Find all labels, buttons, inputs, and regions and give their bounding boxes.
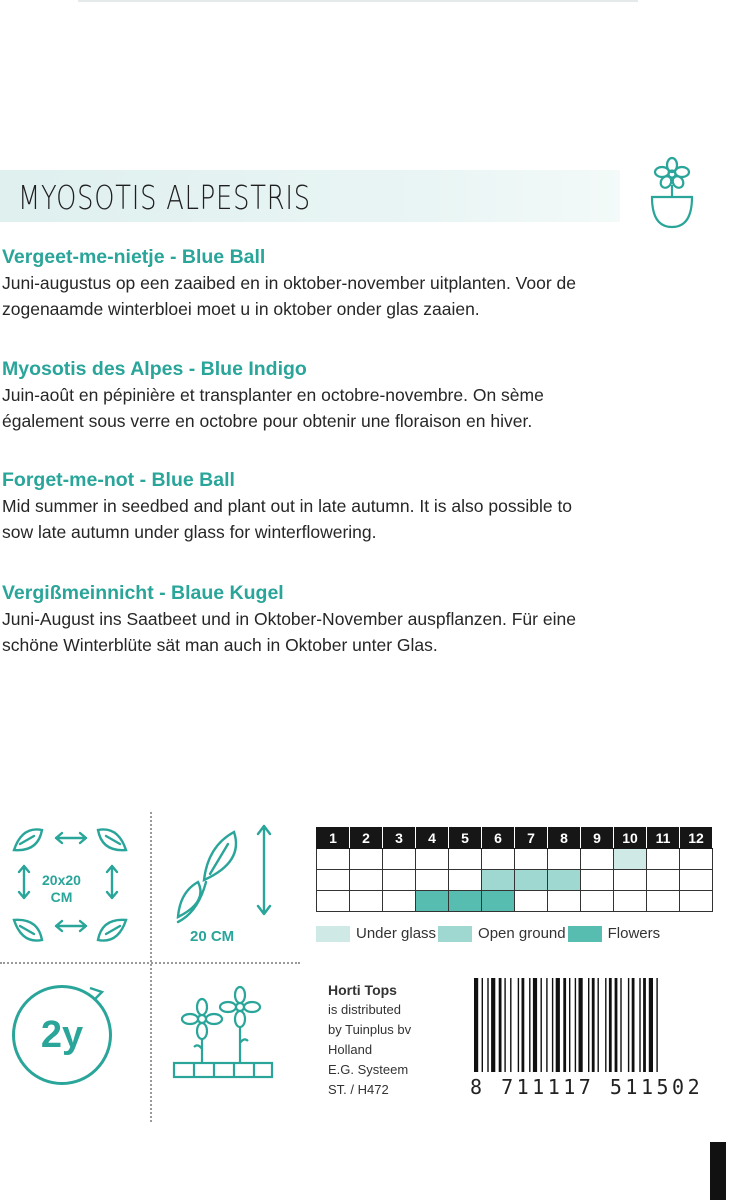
section-heading: Vergeet-me-nietje - Blue Ball	[2, 246, 266, 268]
distributor-line: E.G. Systeem	[328, 1062, 409, 1077]
distributor-info	[328, 980, 411, 1100]
legend-under-glass: Under glass	[316, 925, 436, 942]
barcode-number: 8 711117 511502	[470, 1075, 704, 1099]
spacing-label	[42, 872, 81, 906]
distributor-line: is distributed	[328, 1002, 401, 1017]
barcode-bar	[504, 978, 505, 1072]
section-text	[0, 382, 729, 434]
section-text	[0, 606, 729, 658]
barcode-bar	[643, 978, 646, 1072]
calendar-cell	[614, 849, 647, 870]
text-line: zogenaamde winterbloei moet u in oktober onder glas zaaien.	[2, 299, 480, 319]
calendar-row-flowers	[317, 891, 713, 912]
legend-swatch	[316, 926, 350, 942]
calendar-cell	[317, 891, 350, 912]
barcode-bar	[491, 978, 495, 1072]
barcode-bar	[579, 978, 583, 1072]
calendar-cell	[614, 891, 647, 912]
barcode-bar	[628, 978, 629, 1072]
page-title: MYOSOTIS ALPESTRIS	[18, 178, 311, 217]
barcode-bar	[609, 978, 612, 1072]
edge-mark	[710, 1142, 726, 1200]
section-heading: Myosotis des Alpes - Blue Indigo	[2, 358, 307, 380]
barcode-bar	[639, 978, 640, 1072]
calendar-cell	[383, 891, 416, 912]
barcode-bar	[499, 978, 502, 1072]
calendar-cell	[647, 870, 680, 891]
text-line: schöne Winterblüte sät man auch in Oktober unter Glas.	[2, 635, 438, 655]
month-2: 2	[350, 828, 383, 849]
month-6: 6	[482, 828, 515, 849]
barcode-bar	[563, 978, 566, 1072]
calendar-cell	[383, 849, 416, 870]
arrow-icon	[60, 978, 110, 1008]
calendar-cell	[317, 849, 350, 870]
barcode-bar	[588, 978, 589, 1072]
barcode-bar	[533, 978, 537, 1072]
calendar-cell	[680, 849, 713, 870]
calendar-legend	[316, 925, 662, 942]
barcode-bar	[575, 978, 576, 1072]
calendar-cell	[515, 870, 548, 891]
barcode-bar	[649, 978, 653, 1072]
text-line: Juni-August ins Saatbeet und in Oktober-November auspflanzen. Für eine	[2, 609, 576, 629]
calendar-cell	[350, 870, 383, 891]
calendar-cell	[548, 870, 581, 891]
section-dutch	[0, 244, 729, 322]
month-7: 7	[515, 828, 548, 849]
text-line: également sous verre en octobre pour obtenir une floraison en hiver.	[2, 411, 533, 431]
barcode-bar	[518, 978, 519, 1072]
plant-height-icon	[168, 822, 288, 932]
section-english	[0, 467, 729, 545]
legend-swatch	[438, 926, 472, 942]
calendar-cell	[614, 870, 647, 891]
legend-flowers: Flowers	[568, 925, 661, 942]
section-text	[0, 270, 729, 322]
text-line: Juni-augustus op een zaaibed en in oktober-november uitplanten. Voor de	[2, 273, 577, 293]
barcode-bar	[656, 978, 657, 1072]
barcode-bar	[620, 978, 621, 1072]
month-8: 8	[548, 828, 581, 849]
text-line: Juin-août en pépinière et transplanter en octobre-novembre. On sème	[2, 385, 544, 405]
barcode-bar	[569, 978, 570, 1072]
month-1: 1	[317, 828, 350, 849]
month-3: 3	[383, 828, 416, 849]
title-band	[0, 170, 620, 222]
years-value: 2y	[40, 1013, 84, 1056]
barcode-bar	[552, 978, 553, 1072]
barcode-bar	[487, 978, 488, 1072]
brand-name: Horti Tops	[328, 982, 397, 998]
barcode-bar	[546, 978, 547, 1072]
text-line: sow late autumn under glass for winterflowering.	[2, 522, 377, 542]
barcode-bar	[522, 978, 525, 1072]
section-heading: Vergißmeinnicht - Blaue Kugel	[2, 582, 284, 604]
calendar-cell	[350, 849, 383, 870]
barcode-bar	[605, 978, 606, 1072]
barcode-bar	[474, 978, 478, 1072]
distributor-line: ST. / H472	[328, 1082, 389, 1097]
calendar-cell	[416, 891, 449, 912]
barcode-bar	[556, 978, 560, 1072]
barcode-bar	[632, 978, 635, 1072]
calendar-cell	[680, 891, 713, 912]
calendar-cell	[482, 891, 515, 912]
calendar-cell	[515, 891, 548, 912]
barcode-bar	[592, 978, 595, 1072]
divider	[150, 812, 152, 1122]
barcode-bar	[482, 978, 483, 1072]
spacing-unit: CM	[50, 889, 73, 905]
calendar-cell	[482, 849, 515, 870]
barcode-bar	[510, 978, 511, 1072]
text-line: Mid summer in seedbed and plant out in late autumn. It is also possible to	[2, 496, 573, 516]
flower-pot-icon	[640, 155, 704, 233]
calendar-cell	[383, 870, 416, 891]
calendar-cell	[416, 870, 449, 891]
spacing-value: 20x20	[42, 872, 81, 888]
calendar-row-open-ground	[317, 870, 713, 891]
calendar-cell	[482, 870, 515, 891]
calendar-cell	[680, 870, 713, 891]
distributor-line: by Tuinplus bv	[328, 1022, 412, 1037]
calendar-row-under-glass	[317, 849, 713, 870]
barcode	[472, 978, 720, 1078]
calendar-cell	[581, 870, 614, 891]
barcode-bar	[615, 978, 618, 1072]
calendar-cell	[548, 891, 581, 912]
top-rule	[78, 0, 638, 2]
calendar-cell	[449, 849, 482, 870]
sowing-calendar	[316, 827, 713, 912]
barcode-bar	[598, 978, 599, 1072]
seedling-tray-icon	[168, 985, 278, 1085]
calendar-cell	[449, 870, 482, 891]
height-label: 20 CM	[190, 928, 235, 945]
calendar-cell	[581, 849, 614, 870]
month-11: 11	[647, 828, 680, 849]
month-12: 12	[680, 828, 713, 849]
distributor-line: Holland	[328, 1042, 373, 1057]
month-10: 10	[614, 828, 647, 849]
section-text	[0, 493, 729, 545]
section-heading: Forget-me-not - Blue Ball	[2, 469, 235, 491]
legend-open-ground: Open ground	[438, 925, 566, 942]
calendar-cell	[449, 891, 482, 912]
calendar-cell	[350, 891, 383, 912]
calendar-header-row	[317, 828, 713, 849]
calendar-cell	[647, 891, 680, 912]
calendar-cell	[317, 870, 350, 891]
calendar-cell	[647, 849, 680, 870]
barcode-bar	[529, 978, 530, 1072]
calendar-cell	[548, 849, 581, 870]
section-german	[0, 580, 729, 658]
calendar-cell	[581, 891, 614, 912]
legend-swatch	[568, 926, 602, 942]
month-9: 9	[581, 828, 614, 849]
calendar-cell	[515, 849, 548, 870]
calendar-cell	[416, 849, 449, 870]
month-4: 4	[416, 828, 449, 849]
section-french	[0, 356, 729, 434]
barcode-bar	[541, 978, 542, 1072]
month-5: 5	[449, 828, 482, 849]
